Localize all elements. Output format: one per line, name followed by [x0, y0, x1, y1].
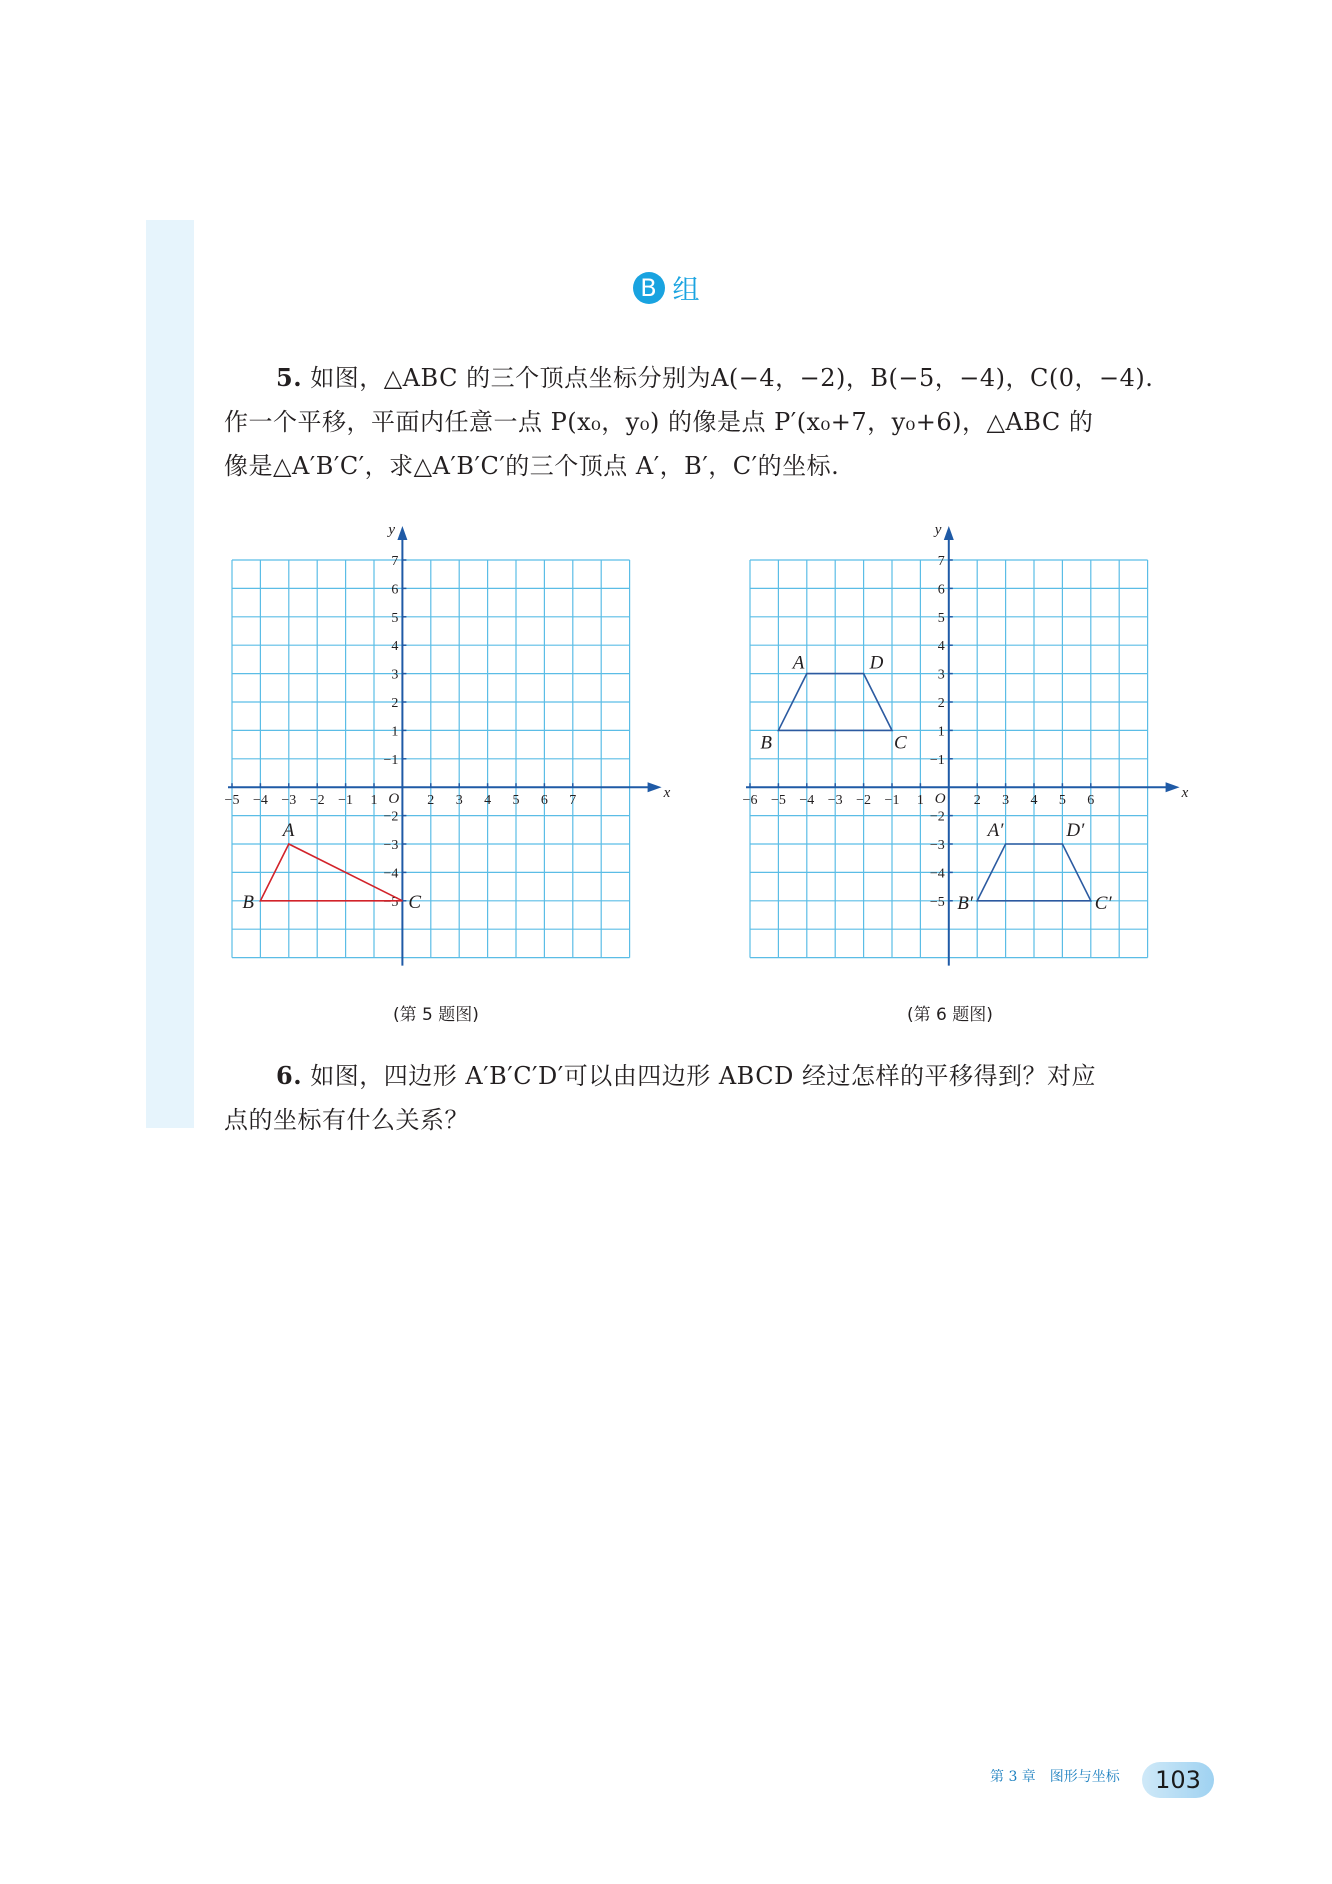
- x-tick-label: 7: [569, 793, 577, 809]
- x-tick-label: −2: [309, 793, 325, 809]
- figure-6-caption: (第 6 题图): [907, 1005, 993, 1025]
- x-tick-label: 4: [1030, 793, 1038, 809]
- problem-5-line-3: 像是△A′B′C′，求△A′B′C′的三个顶点 A′，B′，C′的坐标.: [224, 452, 840, 480]
- y-tick-label: −3: [383, 838, 399, 853]
- y-axis-arrow: [944, 526, 954, 540]
- x-axis-arrow: [648, 782, 662, 792]
- x-tick-label: 6: [1087, 793, 1095, 809]
- y-tick-label: −3: [929, 838, 945, 853]
- figure-5-caption: (第 5 题图): [393, 1005, 479, 1025]
- problem-6-line-1: [224, 1054, 1174, 1098]
- y-tick-label: −4: [929, 866, 945, 882]
- y-tick-label: 3: [937, 667, 945, 683]
- origin-label: O: [934, 791, 946, 808]
- vertex-label-C-prime: C′: [1094, 892, 1112, 914]
- x-tick-label: −2: [856, 793, 872, 809]
- section-title: 组: [672, 275, 700, 306]
- y-tick-label: 7: [937, 554, 945, 569]
- x-tick-label: 1: [370, 793, 378, 809]
- x-axis-arrow: [1166, 782, 1180, 792]
- y-tick-label: 1: [937, 724, 945, 740]
- x-tick-label: 2: [427, 793, 435, 809]
- vertex-label-A: A: [792, 652, 805, 674]
- y-tick-label: −2: [929, 809, 945, 825]
- y-tick-label: 2: [937, 696, 945, 711]
- y-tick-label: 2: [391, 696, 399, 711]
- problem-5-number: 5.: [276, 363, 303, 392]
- x-tick-label: −5: [224, 793, 240, 809]
- x-tick-label: −6: [742, 793, 758, 809]
- x-tick-label: −1: [884, 793, 900, 809]
- figure-5-coordinate-grid: [222, 522, 671, 970]
- side-decoration-band: [146, 220, 194, 1128]
- x-tick-label: 4: [484, 793, 492, 809]
- y-axis-arrow: [397, 526, 407, 540]
- vertex-label-D: D: [869, 652, 884, 674]
- x-tick-label: −4: [799, 793, 815, 809]
- problem-5-line-2: 作一个平移，平面内任意一点 P(x₀，y₀) 的像是点 P′(x₀+7，y₀+6)，△ABC 的: [224, 408, 1094, 436]
- x-tick-label: −1: [338, 793, 354, 809]
- y-tick-label: 4: [391, 639, 399, 655]
- y-tick-label: 4: [937, 639, 945, 655]
- y-tick-label: −4: [383, 866, 399, 882]
- y-tick-label: 6: [937, 582, 945, 598]
- page-number: 103: [1155, 1766, 1201, 1794]
- y-tick-label: 6: [391, 582, 399, 598]
- y-tick-label: 3: [391, 667, 399, 683]
- y-tick-label: 7: [391, 554, 399, 569]
- problem-6-line-1-text: 如图，四边形 A′B′C′D′可以由四边形 ABCD 经过怎样的平移得到？对应: [310, 1062, 1096, 1090]
- figure-5: [222, 522, 671, 974]
- x-tick-label: 6: [540, 793, 548, 809]
- y-tick-label: −1: [929, 752, 945, 768]
- section-heading: [0, 268, 1332, 307]
- y-tick-label: 1: [391, 724, 399, 740]
- x-tick-label: −3: [281, 793, 297, 809]
- x-tick-label: 3: [1002, 793, 1010, 809]
- vertex-label-B: B: [242, 891, 255, 913]
- problem-5-line-1-text: 如图，△ABC 的三个顶点坐标分别为A(−4，−2)，B(−5，−4)，C(0，−4).: [310, 364, 1154, 392]
- vertex-label-A-prime: A′: [987, 820, 1004, 841]
- x-axis-label: x: [663, 785, 671, 802]
- vertex-label-B-prime: B′: [957, 892, 973, 914]
- vertex-label-D-prime: D′: [1066, 820, 1085, 841]
- problem-5: [224, 356, 1174, 488]
- vertex-label-C: C: [894, 732, 907, 754]
- x-tick-label: −4: [252, 793, 268, 809]
- y-tick-label: 5: [937, 610, 945, 626]
- section-badge: B: [633, 272, 665, 304]
- x-tick-label: 3: [455, 793, 463, 809]
- problem-6-line-2: 点的坐标有什么关系？: [224, 1106, 469, 1134]
- y-axis-label: y: [934, 522, 942, 538]
- figure-6: [740, 522, 1189, 974]
- problem-6-number: 6.: [276, 1061, 303, 1090]
- x-tick-label: 5: [512, 793, 520, 809]
- problem-5-line-1: [224, 356, 1174, 400]
- x-tick-label: 5: [1058, 793, 1066, 809]
- chapter-footer: 第 3 章 图形与坐标: [990, 1769, 1120, 1785]
- y-tick-label: −5: [383, 894, 399, 910]
- x-tick-label: −3: [827, 793, 843, 809]
- figure-6-coordinate-grid: [740, 522, 1189, 970]
- y-tick-label: −1: [383, 752, 399, 768]
- x-tick-label: −5: [770, 793, 786, 809]
- y-tick-label: −2: [383, 809, 399, 825]
- y-axis-label: y: [388, 522, 396, 538]
- problem-6: [224, 1054, 1174, 1142]
- x-axis-label: x: [1181, 785, 1189, 802]
- x-tick-label: 2: [973, 793, 981, 809]
- x-tick-label: 1: [916, 793, 924, 809]
- vertex-label-C: C: [408, 891, 422, 913]
- vertex-label-B: B: [760, 732, 773, 754]
- vertex-label-A: A: [282, 820, 295, 841]
- y-tick-label: 5: [391, 610, 399, 626]
- origin-label: O: [388, 791, 400, 808]
- y-tick-label: −5: [929, 894, 945, 910]
